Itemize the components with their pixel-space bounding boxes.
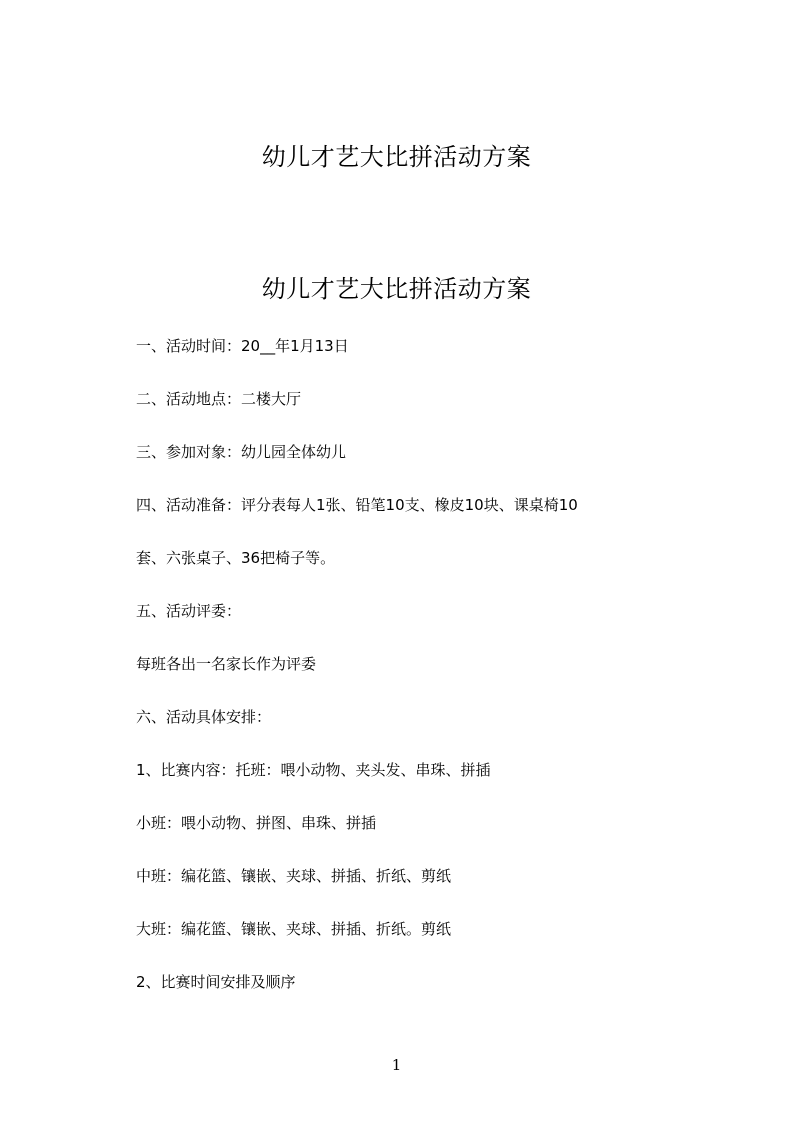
paragraph-activity-location: 二、活动地点：二楼大厅 bbox=[136, 390, 302, 408]
paragraph-preparation-continued: 套、六张桌子、36把椅子等。 bbox=[136, 549, 336, 567]
paragraph-time-order: 2、比赛时间安排及顺序 bbox=[136, 973, 296, 991]
paragraph-activity-time: 一、活动时间：20__年1月13日 bbox=[136, 337, 349, 355]
paragraph-participants: 三、参加对象：幼儿园全体幼儿 bbox=[136, 443, 347, 461]
page-number: 1 bbox=[391, 1056, 402, 1074]
paragraph-judges: 每班各出一名家长作为评委 bbox=[136, 655, 317, 673]
document-body bbox=[136, 331, 656, 1020]
paragraph-judges-heading: 五、活动评委： bbox=[136, 602, 242, 620]
main-title: 幼儿才艺大比拼活动方案 bbox=[261, 275, 532, 303]
paragraph-content-large: 大班：编花篮、镶嵌、夹球、拼插、折纸。剪纸 bbox=[136, 920, 452, 938]
paragraph-content-middle: 中班：编花篮、镶嵌、夹球、拼插、折纸、剪纸 bbox=[136, 867, 452, 885]
paragraph-content-small: 小班：喂小动物、拼图、串珠、拼插 bbox=[136, 814, 377, 832]
paragraph-content-toddler: 1、比赛内容：托班：喂小动物、夹头发、串珠、拼插 bbox=[136, 761, 491, 779]
header-title: 幼儿才艺大比拼活动方案 bbox=[261, 143, 532, 171]
paragraph-preparation: 四、活动准备：评分表每人1张、铅笔10支、橡皮10块、课桌椅10 bbox=[136, 496, 578, 514]
paragraph-schedule-heading: 六、活动具体安排： bbox=[136, 708, 272, 726]
